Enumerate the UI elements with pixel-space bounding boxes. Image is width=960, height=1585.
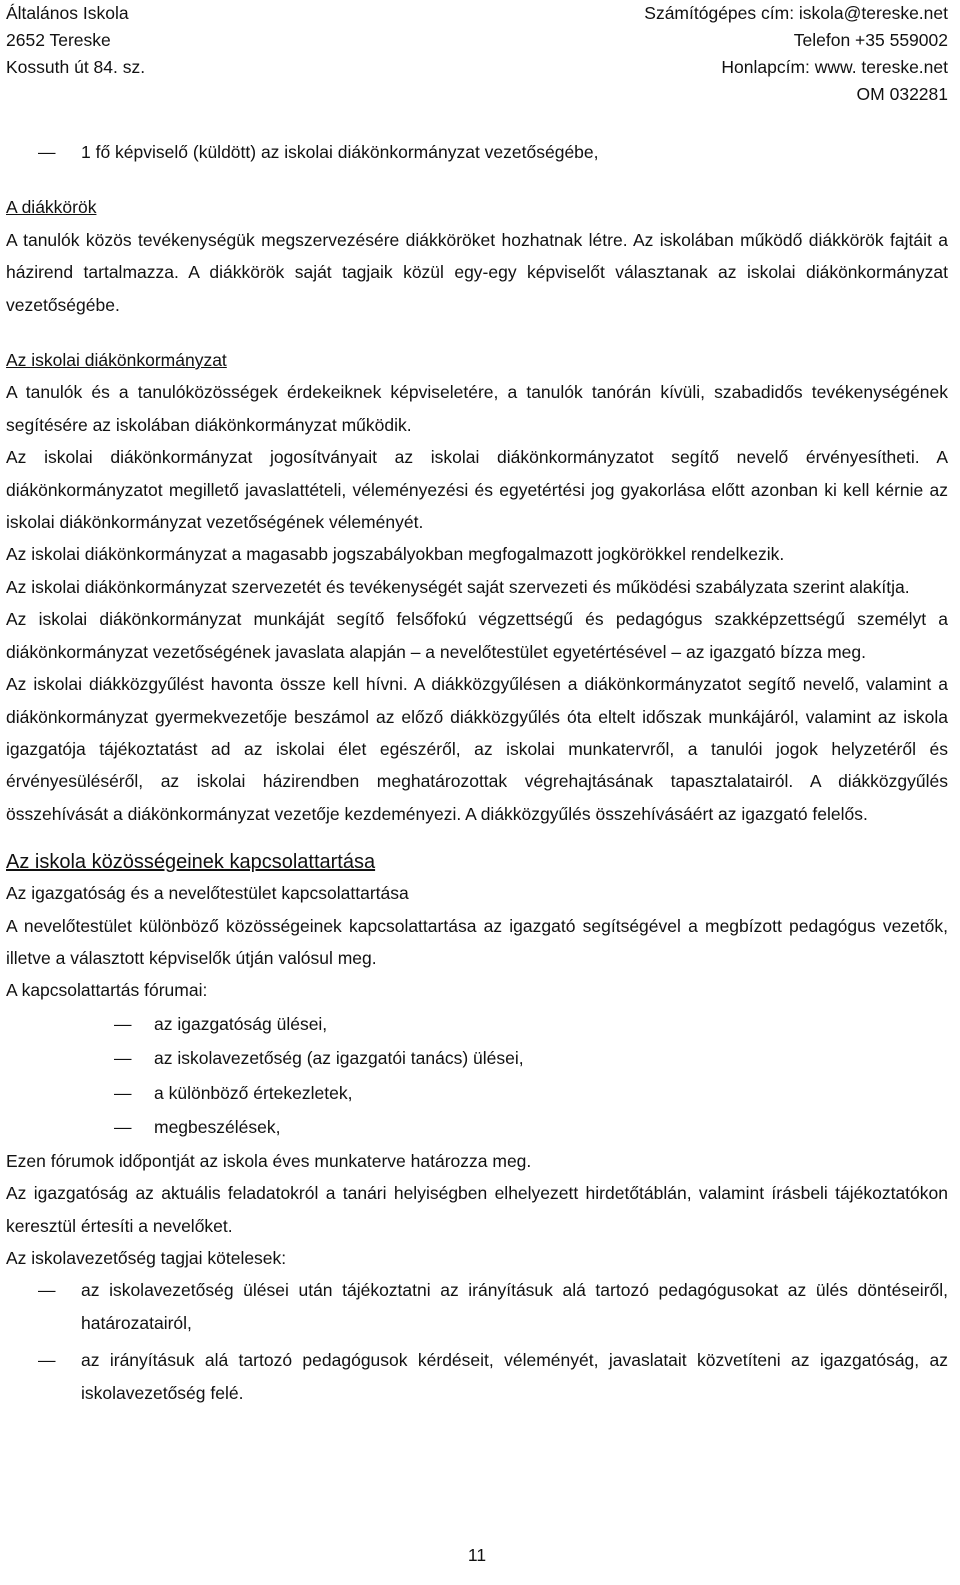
dash-bullet-icon: — — [38, 1350, 56, 1371]
list-item: — az igazgatóság ülései, — [6, 1007, 948, 1042]
list-item: — az irányításuk alá tartozó pedagógusok kérdéseit, véleményét, javaslatait közvetíteni az igazgatóság, az iskolavezetőség felé. — [6, 1344, 948, 1410]
subheading: Az igazgatóság és a nevelőtestület kapcsolattartása — [6, 883, 409, 904]
website-line: Honlapcím: www. tereske.net — [721, 57, 948, 77]
paragraph: A nevelőtestület különböző közösségeinek kapcsolattartása az igazgató segítségével a megbízott pedagógus vezetők, illetve a választott képviselők útján valósul meg. — [6, 915, 948, 968]
list-item: — a különböző értekezletek, — [6, 1076, 948, 1111]
paragraph: Az iskolai diákönkormányzat munkáját segítő felsőfokú végzettségű és pedagógus szakképzettségű személyt a diákönkormányzat vezetőségének javaslata alapján – a nevelőtestület egyetértésével – az igazgató bízza meg. — [6, 609, 948, 662]
school-city: 2652 Tereske — [6, 30, 111, 50]
dash-bullet-icon: — — [114, 1082, 132, 1103]
document-body — [6, 136, 948, 1414]
dash-bullet-icon: — — [38, 142, 56, 162]
paragraph: Az iskolai diákönkormányzat a magasabb jogszabályokban megfogalmazott jogkörökkel rendelkezik. — [6, 544, 785, 565]
dash-bullet-icon: — — [114, 1013, 132, 1034]
paragraph: A tanulók közös tevékenységük megszervezésére diákköröket hozhatnak létre. Az iskolában működő diákkörök fajtáit a házirend tartalmazza. A diákkörök saját tagjaik közül egy-egy képviselőt választanak az iskolai diákönkormányzat vezetőségébe. — [6, 229, 948, 315]
paragraph: Az igazgatóság az aktuális feladatokról a tanári helyiségben elhelyezett hirdetőtáblán, valamint írásbeli tájékoztatókon keresztül értesíti a nevelőket. — [6, 1183, 948, 1236]
section-heading-diakonkormanyzat: Az iskolai diákönkormányzat — [6, 350, 227, 371]
phone-line: Telefon +35 559002 — [793, 30, 948, 50]
list-item: — 1 fő képviselő (küldött) az iskolai diákönkormányzat vezetőségébe, — [6, 136, 948, 168]
dash-bullet-icon: — — [38, 1280, 56, 1301]
section-heading-kapcsolattartas: Az iskola közösségeinek kapcsolattartása — [6, 851, 376, 874]
list-item: — az iskolavezetőség ülései után tájékoztatni az irányításuk alá tartozó pedagógusokat az ülés döntéseiről, határozatairól, — [6, 1274, 948, 1340]
school-name: Általános Iskola — [6, 3, 129, 23]
paragraph: Az iskolai diákközgyűlést havonta össze kell hívni. A diákközgyűlésen a diákönkormányzatot segítő nevelő, valamint a diákönkormányzat gyermekvezetője beszámol az előző diákközgyűlés óta eltelt időszak munkájáról, valamint az iskola igazgatója tájékoztatást ad az iskolai élet egészéről, az iskolai munkatervről, a tanulói jogok helyzetéről és érvényesüléséről, az iskolai házirendben meghatározottak végrehajtásának tapasztalatairól. A diákközgyűlés összehívását a diákönkormányzat vezetője kezdeményezi. A diákközgyűlés összehívásáért az igazgató felelős. — [6, 674, 948, 824]
letterhead-contacts — [644, 0, 948, 108]
paragraph: A kapcsolattartás fórumai: — [6, 980, 208, 1001]
paragraph: Ezen fórumok időpontját az iskola éves munkaterve határozza meg. — [6, 1150, 532, 1171]
document-page — [6, 0, 948, 1585]
om-id-line: OM 032281 — [856, 84, 948, 104]
email-line: Számítógépes cím: iskola@tereske.net — [644, 3, 948, 23]
paragraph: A tanulók és a tanulóközösségek érdekeiknek képviseletére, a tanulók tanórán kívüli, szabadidős tevékenységének segítésére az iskolában diákönkormányzat működik. — [6, 382, 948, 435]
school-street: Kossuth út 84. sz. — [6, 57, 146, 77]
list-item: — az iskolavezetőség (az igazgatói tanács) ülései, — [6, 1041, 948, 1076]
paragraph: Az iskolavezetőség tagjai kötelesek: — [6, 1247, 287, 1268]
section-heading-diakkorok: A diákkörök — [6, 197, 97, 218]
page-number: 11 — [467, 1545, 487, 1565]
dash-bullet-icon: — — [114, 1117, 132, 1138]
list-item: — megbeszélések, — [6, 1110, 948, 1145]
paragraph: Az iskolai diákönkormányzat jogosítványait az iskolai diákönkormányzatot segítő nevelő érvényesítheti. A diákönkormányzatot megillető javaslattételi, véleményezési és egyetértési jog gyakorlása előtt azonban ki kell kérnie az iskolai diákönkormányzat vezetőségének véleményét. — [6, 447, 948, 533]
dash-bullet-icon: — — [114, 1048, 132, 1069]
paragraph: Az iskolai diákönkormányzat szervezetét és tevékenységét saját szervezeti és működési szabályzata szerint alakítja. — [6, 576, 910, 597]
letterhead-address — [6, 0, 145, 81]
